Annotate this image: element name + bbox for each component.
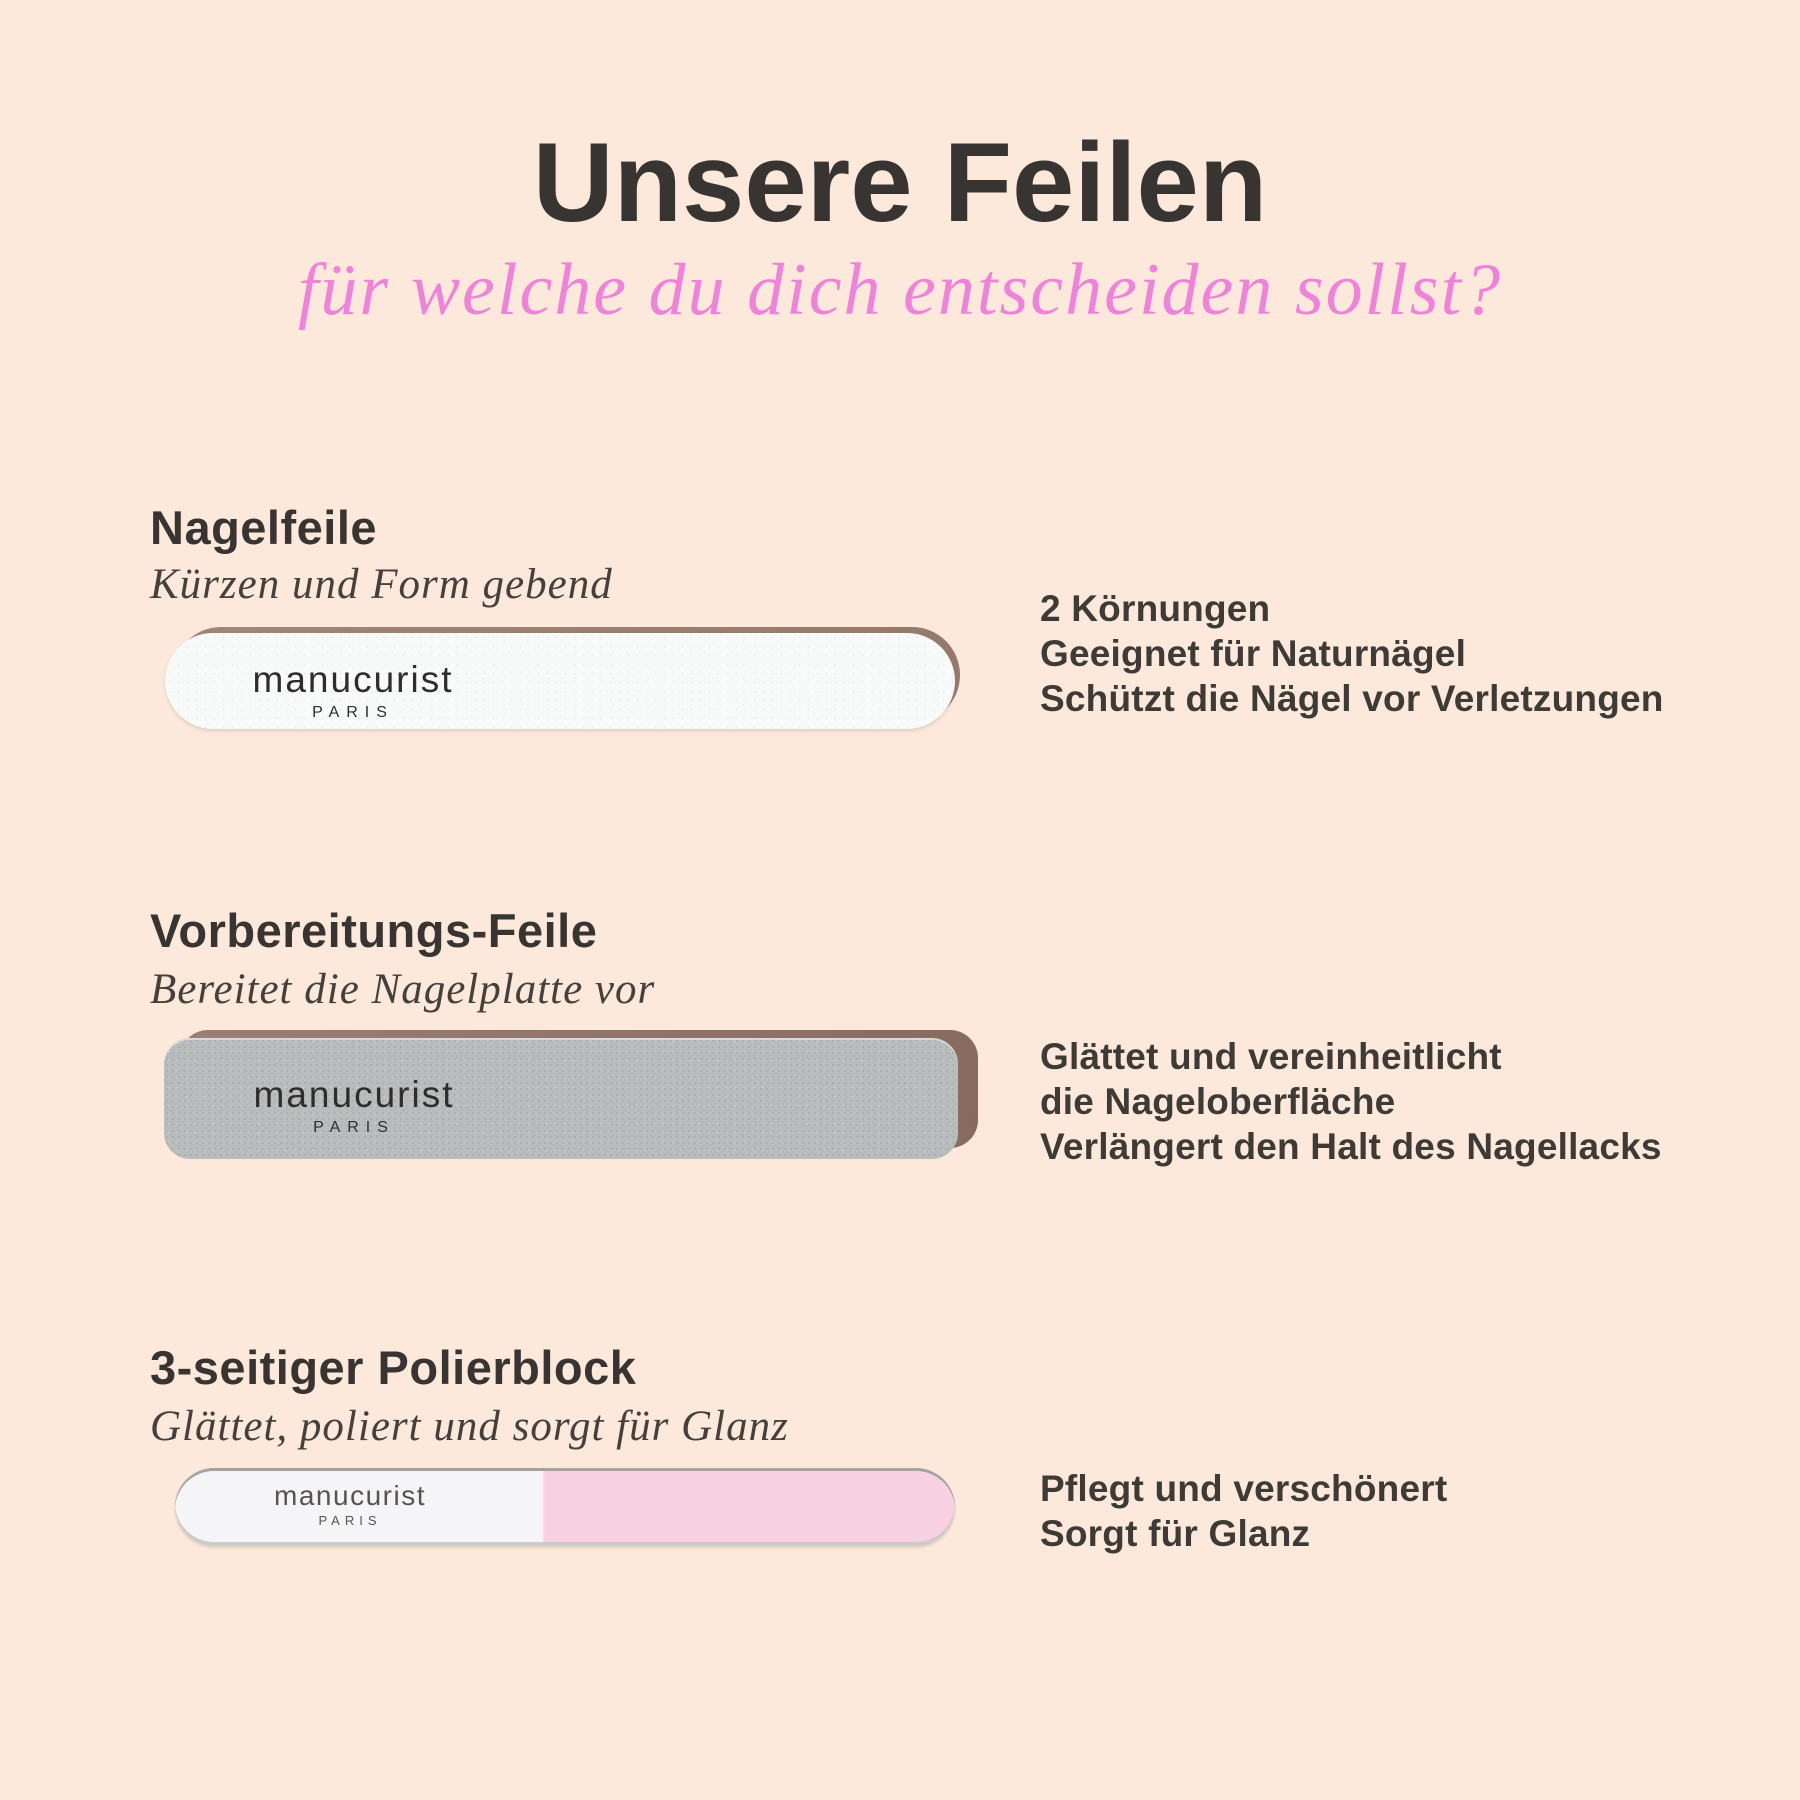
brand-name: manucurist [252, 659, 454, 700]
brand-city: PARIS [313, 1119, 395, 1136]
brand-logo [220, 1480, 480, 1528]
file-surface [164, 1038, 958, 1159]
nail-file-product-image [165, 627, 965, 729]
prep-file-product-image [164, 1030, 980, 1160]
brand-logo [224, 1074, 484, 1137]
section-title-vorbereitungsfeile: Vorbereitungs-Feile [150, 904, 598, 957]
brand-name: manucurist [253, 1074, 455, 1115]
feature-item: 2 Körnungen [1040, 588, 1271, 629]
feature-item: Schützt die Nägel vor Verletzungen [1040, 678, 1664, 719]
feature-item: Sorgt für Glanz [1040, 1513, 1311, 1554]
section-title-polierblock: 3-seitiger Polierblock [150, 1341, 637, 1394]
feature-list-nagelfeile [1040, 586, 1664, 721]
page-subtitle: für welche du dich entscheiden sollst? [297, 249, 1503, 331]
feature-item: Verlängert den Halt des Nagellacks [1040, 1126, 1662, 1167]
page-title: Unsere Feilen [532, 120, 1268, 245]
feature-item: die Nageloberfläche [1040, 1081, 1396, 1122]
section-title-nagelfeile: Nagelfeile [150, 501, 378, 554]
file-surface [175, 1468, 955, 1546]
brand-logo [223, 659, 483, 722]
brand-city: PARIS [312, 704, 394, 721]
section-tagline-polierblock: Glättet, poliert und sorgt für Glanz [150, 1403, 789, 1450]
section-tagline-nagelfeile: Kürzen und Form gebend [150, 561, 613, 608]
feature-list-vorbereitungsfeile [1040, 1034, 1662, 1169]
feature-list-polierblock [1040, 1466, 1447, 1556]
file-surface [165, 633, 955, 729]
feature-item: Pflegt und verschönert [1040, 1468, 1448, 1509]
brand-city: PARIS [318, 1513, 382, 1528]
section-tagline-vorbereitungsfeile: Bereitet die Nagelplatte vor [150, 966, 656, 1013]
polish-block-product-image [175, 1468, 955, 1546]
brand-name: manucurist [274, 1480, 426, 1511]
feature-item: Geeignet für Naturnägel [1040, 633, 1467, 674]
feature-item: Glättet und vereinheitlicht [1040, 1036, 1502, 1077]
